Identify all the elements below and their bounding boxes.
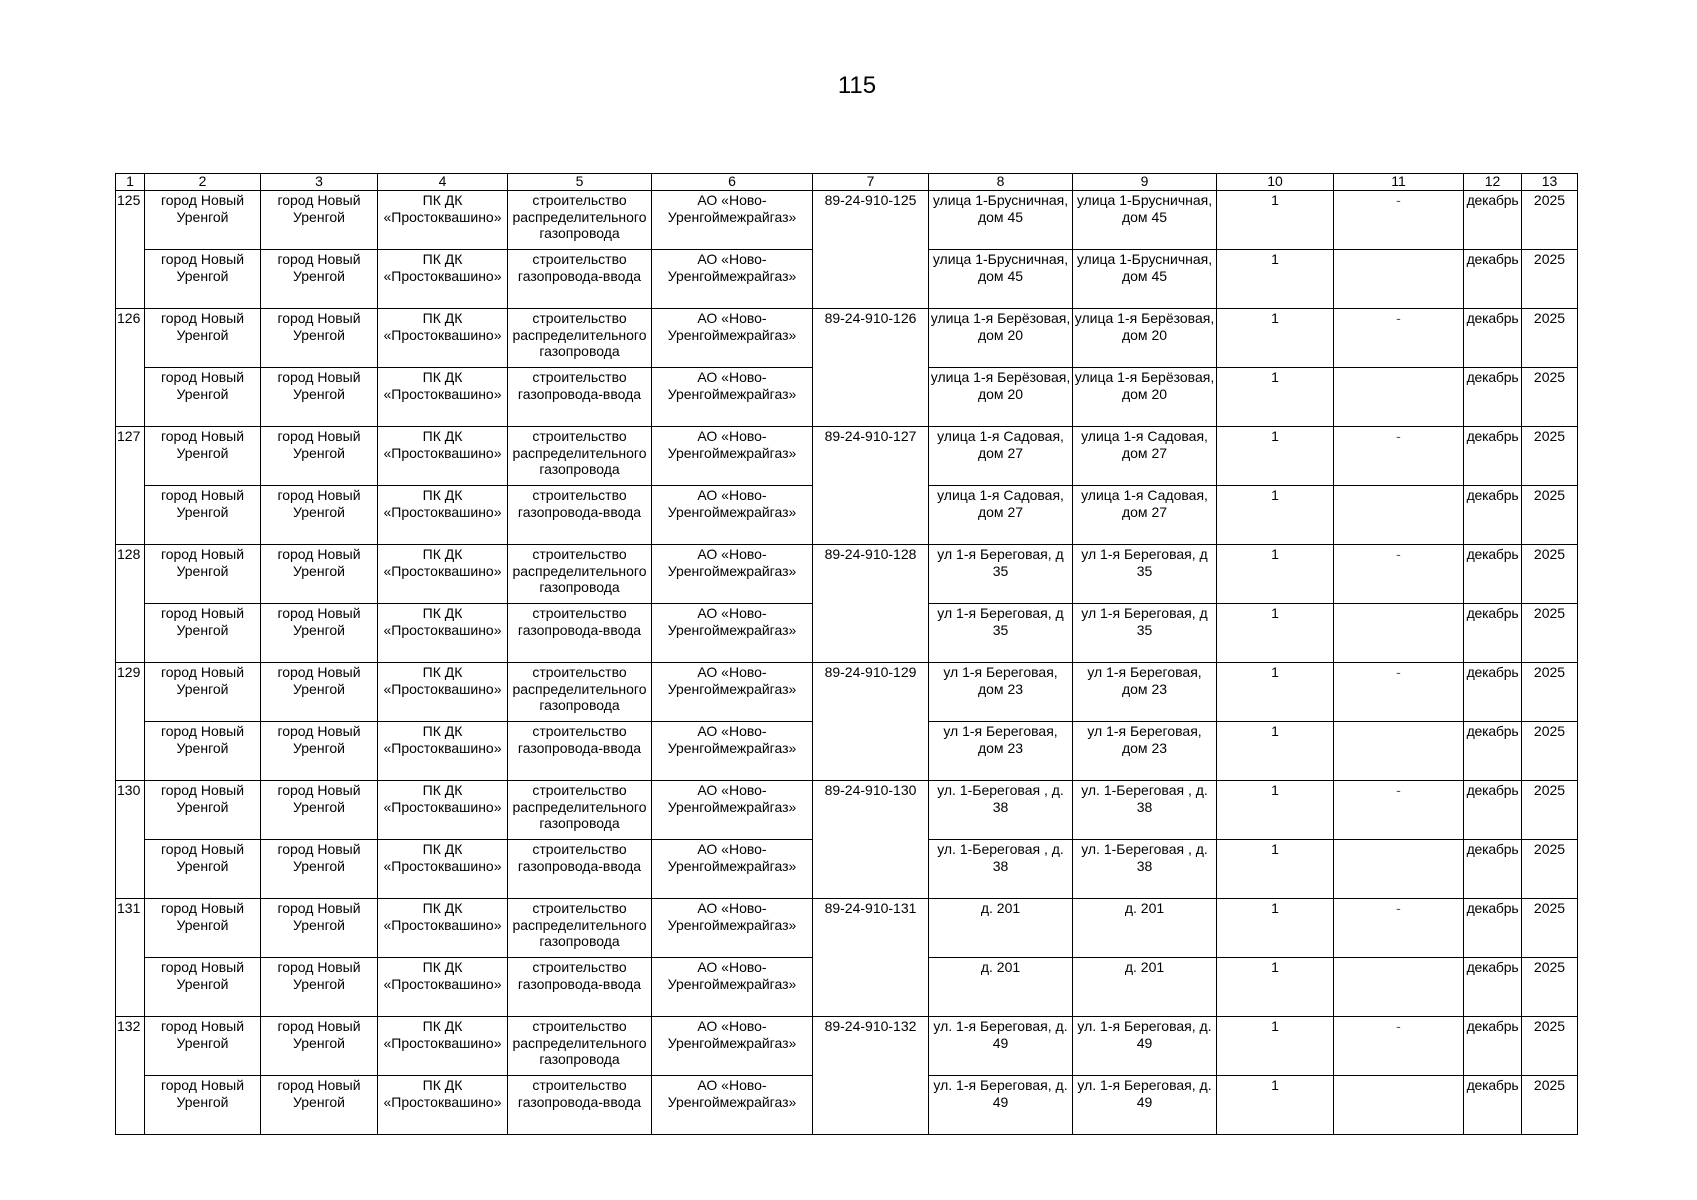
- organization-cell: АО «Ново-Уренгоймежрайгаз»: [652, 899, 813, 958]
- work-type-cell: строительство распределительного газопровода: [508, 427, 652, 486]
- object-cell: ПК ДК «Простоквашино»: [378, 427, 508, 486]
- year-cell: 2025: [1522, 250, 1578, 309]
- table-row: [116, 781, 1578, 840]
- address-cell: ул. 1-я Береговая, д. 49: [1073, 1017, 1217, 1076]
- address-cell: д. 201: [1073, 958, 1217, 1017]
- oktmo-code-cell: 89-24-910-129: [813, 663, 929, 781]
- address-cell: ул 1-я Береговая, д 35: [1073, 545, 1217, 604]
- year-cell: 2025: [1522, 309, 1578, 368]
- settlement-cell: город Новый Уренгой: [261, 604, 378, 663]
- municipality-cell: город Новый Уренгой: [145, 486, 261, 545]
- quantity-cell: 1: [1217, 722, 1334, 781]
- object-cell: ПК ДК «Простоквашино»: [378, 604, 508, 663]
- month-cell: декабрь: [1464, 309, 1522, 368]
- oktmo-code-cell: 89-24-910-125: [813, 191, 929, 309]
- dash-cell: -: [1334, 545, 1464, 604]
- work-type-cell: строительство газопровода-ввода: [508, 722, 652, 781]
- quantity-cell: 1: [1217, 899, 1334, 958]
- year-cell: 2025: [1522, 840, 1578, 899]
- settlement-cell: город Новый Уренгой: [261, 722, 378, 781]
- settlement-cell: город Новый Уренгой: [261, 1076, 378, 1135]
- page-number: 115: [837, 72, 877, 99]
- col-number: 6: [652, 174, 813, 191]
- address-cell: улица 1-я Берёзовая, дом 20: [929, 368, 1073, 427]
- address-cell: ул. 1-я Береговая, д. 49: [929, 1017, 1073, 1076]
- year-cell: 2025: [1522, 1076, 1578, 1135]
- col-number: 13: [1522, 174, 1578, 191]
- quantity-cell: 1: [1217, 309, 1334, 368]
- address-cell: ул 1-я Береговая, дом 23: [1073, 663, 1217, 722]
- quantity-cell: 1: [1217, 1017, 1334, 1076]
- month-cell: декабрь: [1464, 722, 1522, 781]
- settlement-cell: город Новый Уренгой: [261, 899, 378, 958]
- entry-number: 127: [116, 427, 145, 545]
- month-cell: декабрь: [1464, 840, 1522, 899]
- address-cell: ул 1-я Береговая, дом 23: [929, 722, 1073, 781]
- month-cell: декабрь: [1464, 663, 1522, 722]
- oktmo-code-cell: 89-24-910-132: [813, 1017, 929, 1135]
- column-number-row: [116, 174, 1578, 191]
- col-number: 7: [813, 174, 929, 191]
- entry-number: 128: [116, 545, 145, 663]
- address-cell: улица 1-я Садовая, дом 27: [929, 427, 1073, 486]
- year-cell: 2025: [1522, 604, 1578, 663]
- gasification-table: [115, 173, 1578, 1135]
- table-row: [116, 663, 1578, 722]
- settlement-cell: город Новый Уренгой: [261, 486, 378, 545]
- month-cell: декабрь: [1464, 899, 1522, 958]
- object-cell: ПК ДК «Простоквашино»: [378, 958, 508, 1017]
- entry-number: 126: [116, 309, 145, 427]
- year-cell: 2025: [1522, 368, 1578, 427]
- dash-cell: -: [1334, 781, 1464, 840]
- object-cell: ПК ДК «Простоквашино»: [378, 663, 508, 722]
- year-cell: 2025: [1522, 899, 1578, 958]
- organization-cell: АО «Ново-Уренгоймежрайгаз»: [652, 486, 813, 545]
- quantity-cell: 1: [1217, 1076, 1334, 1135]
- col-number: 9: [1073, 174, 1217, 191]
- address-cell: д. 201: [929, 899, 1073, 958]
- empty-cell: [1334, 604, 1464, 663]
- dash-cell: -: [1334, 1017, 1464, 1076]
- organization-cell: АО «Ново-Уренгоймежрайгаз»: [652, 663, 813, 722]
- address-cell: улица 1-я Садовая, дом 27: [929, 486, 1073, 545]
- entry-number: 132: [116, 1017, 145, 1135]
- quantity-cell: 1: [1217, 427, 1334, 486]
- work-type-cell: строительство газопровода-ввода: [508, 1076, 652, 1135]
- month-cell: декабрь: [1464, 604, 1522, 663]
- table-row: [116, 545, 1578, 604]
- col-number: 5: [508, 174, 652, 191]
- year-cell: 2025: [1522, 486, 1578, 545]
- year-cell: 2025: [1522, 722, 1578, 781]
- municipality-cell: город Новый Уренгой: [145, 604, 261, 663]
- quantity-cell: 1: [1217, 604, 1334, 663]
- work-type-cell: строительство газопровода-ввода: [508, 486, 652, 545]
- work-type-cell: строительство газопровода-ввода: [508, 604, 652, 663]
- object-cell: ПК ДК «Простоквашино»: [378, 1017, 508, 1076]
- address-cell: д. 201: [929, 958, 1073, 1017]
- quantity-cell: 1: [1217, 545, 1334, 604]
- address-cell: ул. 1-Береговая , д. 38: [929, 840, 1073, 899]
- address-cell: улица 1-Брусничная, дом 45: [1073, 250, 1217, 309]
- col-number: 8: [929, 174, 1073, 191]
- month-cell: декабрь: [1464, 781, 1522, 840]
- month-cell: декабрь: [1464, 368, 1522, 427]
- organization-cell: АО «Ново-Уренгоймежрайгаз»: [652, 191, 813, 250]
- address-cell: улица 1-я Садовая, дом 27: [1073, 427, 1217, 486]
- municipality-cell: город Новый Уренгой: [145, 899, 261, 958]
- municipality-cell: город Новый Уренгой: [145, 781, 261, 840]
- address-cell: ул 1-я Береговая, д 35: [1073, 604, 1217, 663]
- address-cell: ул 1-я Береговая, дом 23: [929, 663, 1073, 722]
- organization-cell: АО «Ново-Уренгоймежрайгаз»: [652, 1017, 813, 1076]
- work-type-cell: строительство распределительного газопровода: [508, 545, 652, 604]
- organization-cell: АО «Ново-Уренгоймежрайгаз»: [652, 604, 813, 663]
- month-cell: декабрь: [1464, 1076, 1522, 1135]
- address-cell: ул. 1-Береговая , д. 38: [1073, 840, 1217, 899]
- col-number: 4: [378, 174, 508, 191]
- municipality-cell: город Новый Уренгой: [145, 191, 261, 250]
- municipality-cell: город Новый Уренгой: [145, 368, 261, 427]
- quantity-cell: 1: [1217, 368, 1334, 427]
- empty-cell: [1334, 1076, 1464, 1135]
- municipality-cell: город Новый Уренгой: [145, 309, 261, 368]
- quantity-cell: 1: [1217, 781, 1334, 840]
- address-cell: ул 1-я Береговая, дом 23: [1073, 722, 1217, 781]
- municipality-cell: город Новый Уренгой: [145, 840, 261, 899]
- address-cell: ул. 1-Береговая , д. 38: [929, 781, 1073, 840]
- empty-cell: [1334, 840, 1464, 899]
- empty-cell: [1334, 958, 1464, 1017]
- organization-cell: АО «Ново-Уренгоймежрайгаз»: [652, 427, 813, 486]
- settlement-cell: город Новый Уренгой: [261, 309, 378, 368]
- address-cell: ул 1-я Береговая, д 35: [929, 545, 1073, 604]
- col-number: 2: [145, 174, 261, 191]
- municipality-cell: город Новый Уренгой: [145, 545, 261, 604]
- year-cell: 2025: [1522, 545, 1578, 604]
- address-cell: д. 201: [1073, 899, 1217, 958]
- organization-cell: АО «Ново-Уренгоймежрайгаз»: [652, 1076, 813, 1135]
- municipality-cell: город Новый Уренгой: [145, 427, 261, 486]
- municipality-cell: город Новый Уренгой: [145, 722, 261, 781]
- settlement-cell: город Новый Уренгой: [261, 958, 378, 1017]
- work-type-cell: строительство газопровода-ввода: [508, 958, 652, 1017]
- work-type-cell: строительство распределительного газопровода: [508, 309, 652, 368]
- oktmo-code-cell: 89-24-910-127: [813, 427, 929, 545]
- table-row: [116, 899, 1578, 958]
- address-cell: улица 1-я Берёзовая, дом 20: [1073, 309, 1217, 368]
- address-cell: улица 1-я Берёзовая, дом 20: [1073, 368, 1217, 427]
- object-cell: ПК ДК «Простоквашино»: [378, 309, 508, 368]
- settlement-cell: город Новый Уренгой: [261, 663, 378, 722]
- year-cell: 2025: [1522, 1017, 1578, 1076]
- month-cell: декабрь: [1464, 250, 1522, 309]
- oktmo-code-cell: 89-24-910-131: [813, 899, 929, 1017]
- work-type-cell: строительство распределительного газопровода: [508, 899, 652, 958]
- object-cell: ПК ДК «Простоквашино»: [378, 368, 508, 427]
- year-cell: 2025: [1522, 663, 1578, 722]
- organization-cell: АО «Ново-Уренгоймежрайгаз»: [652, 545, 813, 604]
- work-type-cell: строительство газопровода-ввода: [508, 250, 652, 309]
- address-cell: ул. 1-Береговая , д. 38: [1073, 781, 1217, 840]
- quantity-cell: 1: [1217, 958, 1334, 1017]
- entry-number: 125: [116, 191, 145, 309]
- empty-cell: [1334, 722, 1464, 781]
- quantity-cell: 1: [1217, 840, 1334, 899]
- col-number: 11: [1334, 174, 1464, 191]
- quantity-cell: 1: [1217, 191, 1334, 250]
- work-type-cell: строительство газопровода-ввода: [508, 840, 652, 899]
- table-row: [116, 191, 1578, 250]
- settlement-cell: город Новый Уренгой: [261, 427, 378, 486]
- col-number: 10: [1217, 174, 1334, 191]
- object-cell: ПК ДК «Простоквашино»: [378, 250, 508, 309]
- object-cell: ПК ДК «Простоквашино»: [378, 781, 508, 840]
- object-cell: ПК ДК «Простоквашино»: [378, 545, 508, 604]
- object-cell: ПК ДК «Простоквашино»: [378, 899, 508, 958]
- object-cell: ПК ДК «Простоквашино»: [378, 1076, 508, 1135]
- address-cell: улица 1-Брусничная, дом 45: [929, 250, 1073, 309]
- month-cell: декабрь: [1464, 191, 1522, 250]
- address-cell: ул. 1-я Береговая, д. 49: [929, 1076, 1073, 1135]
- dash-cell: -: [1334, 899, 1464, 958]
- settlement-cell: город Новый Уренгой: [261, 368, 378, 427]
- oktmo-code-cell: 89-24-910-128: [813, 545, 929, 663]
- organization-cell: АО «Ново-Уренгоймежрайгаз»: [652, 250, 813, 309]
- organization-cell: АО «Ново-Уренгоймежрайгаз»: [652, 781, 813, 840]
- municipality-cell: город Новый Уренгой: [145, 663, 261, 722]
- table-row: [116, 427, 1578, 486]
- settlement-cell: город Новый Уренгой: [261, 781, 378, 840]
- object-cell: ПК ДК «Простоквашино»: [378, 486, 508, 545]
- month-cell: декабрь: [1464, 958, 1522, 1017]
- oktmo-code-cell: 89-24-910-126: [813, 309, 929, 427]
- municipality-cell: город Новый Уренгой: [145, 1017, 261, 1076]
- work-type-cell: строительство распределительного газопровода: [508, 663, 652, 722]
- organization-cell: АО «Ново-Уренгоймежрайгаз»: [652, 368, 813, 427]
- year-cell: 2025: [1522, 781, 1578, 840]
- address-cell: ул. 1-я Береговая, д. 49: [1073, 1076, 1217, 1135]
- settlement-cell: город Новый Уренгой: [261, 250, 378, 309]
- quantity-cell: 1: [1217, 250, 1334, 309]
- address-cell: улица 1-я Садовая, дом 27: [1073, 486, 1217, 545]
- work-type-cell: строительство распределительного газопровода: [508, 781, 652, 840]
- address-cell: ул 1-я Береговая, д 35: [929, 604, 1073, 663]
- address-cell: улица 1-Брусничная, дом 45: [929, 191, 1073, 250]
- empty-cell: [1334, 368, 1464, 427]
- organization-cell: АО «Ново-Уренгоймежрайгаз»: [652, 309, 813, 368]
- object-cell: ПК ДК «Простоквашино»: [378, 191, 508, 250]
- dash-cell: -: [1334, 309, 1464, 368]
- col-number: 12: [1464, 174, 1522, 191]
- dash-cell: -: [1334, 663, 1464, 722]
- dash-cell: -: [1334, 427, 1464, 486]
- year-cell: 2025: [1522, 958, 1578, 1017]
- entry-number: 130: [116, 781, 145, 899]
- settlement-cell: город Новый Уренгой: [261, 191, 378, 250]
- object-cell: ПК ДК «Простоквашино»: [378, 840, 508, 899]
- col-number: 1: [116, 174, 145, 191]
- work-type-cell: строительство распределительного газопровода: [508, 191, 652, 250]
- year-cell: 2025: [1522, 427, 1578, 486]
- month-cell: декабрь: [1464, 486, 1522, 545]
- oktmo-code-cell: 89-24-910-130: [813, 781, 929, 899]
- settlement-cell: город Новый Уренгой: [261, 545, 378, 604]
- entry-number: 131: [116, 899, 145, 1017]
- entry-number: 129: [116, 663, 145, 781]
- settlement-cell: город Новый Уренгой: [261, 1017, 378, 1076]
- object-cell: ПК ДК «Простоквашино»: [378, 722, 508, 781]
- organization-cell: АО «Ново-Уренгоймежрайгаз»: [652, 958, 813, 1017]
- table-row: [116, 1017, 1578, 1076]
- address-cell: улица 1-я Берёзовая, дом 20: [929, 309, 1073, 368]
- municipality-cell: город Новый Уренгой: [145, 250, 261, 309]
- organization-cell: АО «Ново-Уренгоймежрайгаз»: [652, 840, 813, 899]
- month-cell: декабрь: [1464, 545, 1522, 604]
- work-type-cell: строительство газопровода-ввода: [508, 368, 652, 427]
- dash-cell: -: [1334, 191, 1464, 250]
- municipality-cell: город Новый Уренгой: [145, 958, 261, 1017]
- col-number: 3: [261, 174, 378, 191]
- organization-cell: АО «Ново-Уренгоймежрайгаз»: [652, 722, 813, 781]
- quantity-cell: 1: [1217, 663, 1334, 722]
- table-row: [116, 309, 1578, 368]
- settlement-cell: город Новый Уренгой: [261, 840, 378, 899]
- empty-cell: [1334, 250, 1464, 309]
- address-cell: улица 1-Брусничная, дом 45: [1073, 191, 1217, 250]
- month-cell: декабрь: [1464, 427, 1522, 486]
- quantity-cell: 1: [1217, 486, 1334, 545]
- work-type-cell: строительство распределительного газопровода: [508, 1017, 652, 1076]
- month-cell: декабрь: [1464, 1017, 1522, 1076]
- year-cell: 2025: [1522, 191, 1578, 250]
- empty-cell: [1334, 486, 1464, 545]
- municipality-cell: город Новый Уренгой: [145, 1076, 261, 1135]
